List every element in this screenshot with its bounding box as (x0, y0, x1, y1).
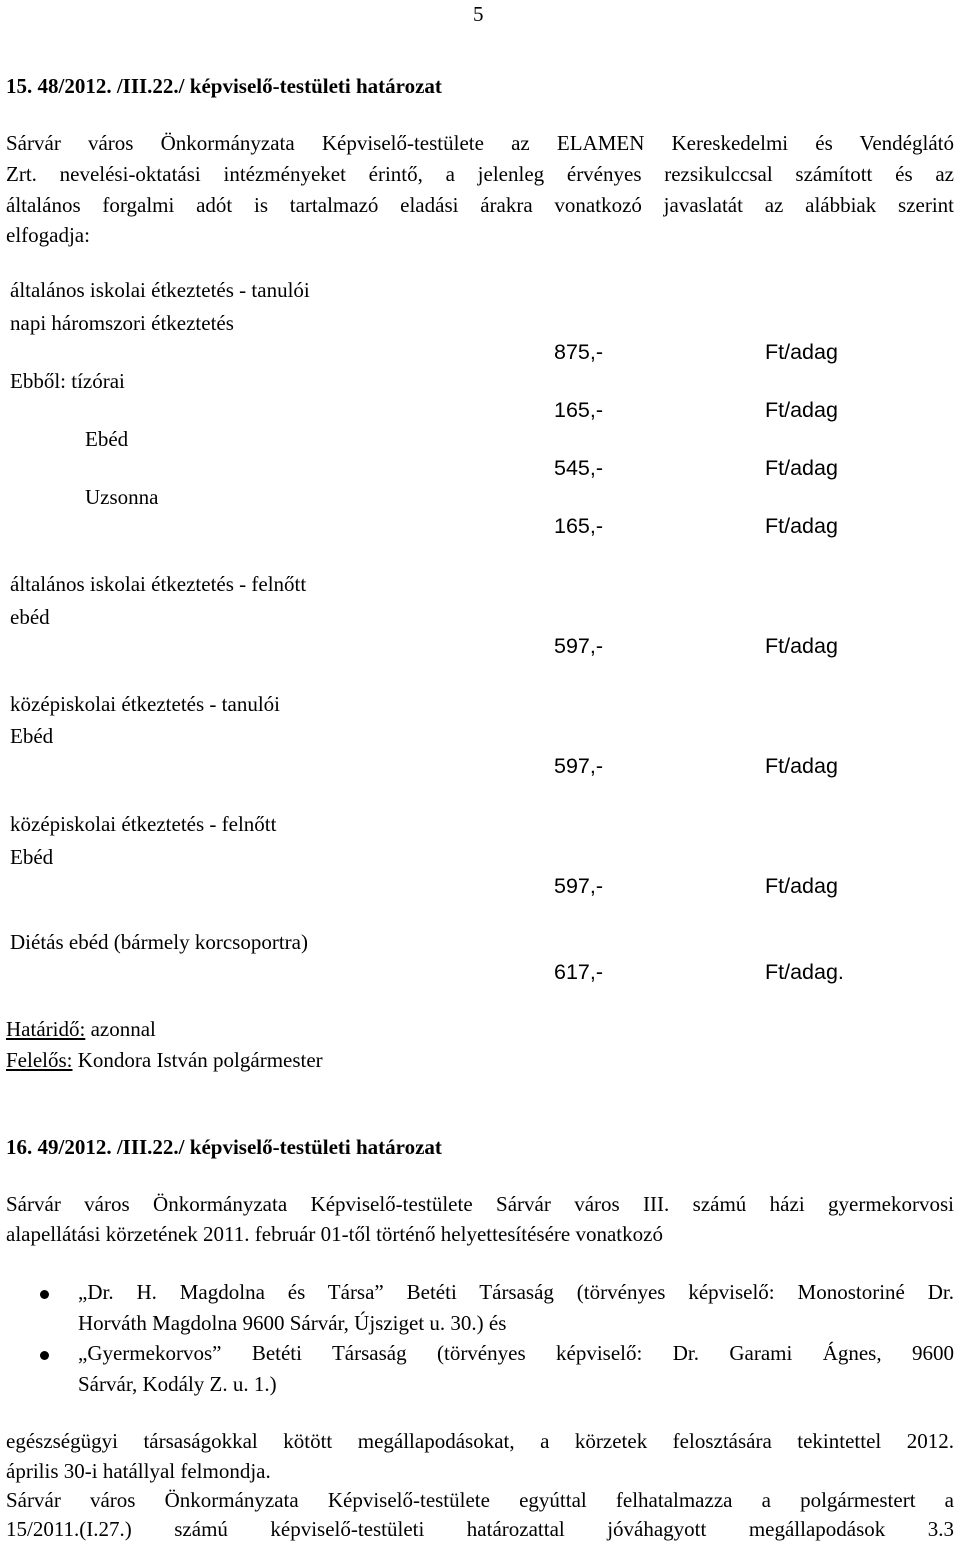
deadline-value: azonnal (85, 1017, 156, 1041)
price-unit: Ft/adag (765, 874, 838, 898)
item-label: Ebből: tízórai (10, 369, 125, 393)
item-label: Ebéd (10, 724, 54, 748)
responsible-value: Kondora István polgármester (72, 1048, 323, 1072)
list-item-line: „Gyermekorvos” Betéti Társaság (törvényes képviselő: Dr. Garami Ágnes, 9600 (78, 1341, 954, 1365)
bullet-icon (40, 1351, 49, 1360)
item-label: ebéd (10, 605, 50, 629)
price-value: 597,- (554, 634, 604, 658)
paragraph-line: Sárvár város Önkormányzata Képviselő-testülete az ELAMEN Kereskedelmi és Vendéglátó (6, 131, 954, 155)
paragraph-line: egészségügyi társaságokkal kötött megállapodásokat, a körzetek felosztására tekintettel 2012. (6, 1429, 954, 1453)
price-value: 165,- (554, 514, 604, 538)
price-unit: Ft/adag (765, 634, 838, 658)
deadline-label: Határidő: (6, 1017, 86, 1041)
item-label: Ebéd (10, 845, 54, 869)
price-value: 617,- (554, 960, 604, 984)
list-item-line: Horváth Magdolna 9600 Sárvár, Újsziget u. 30.) és (78, 1311, 507, 1335)
price-value: 597,- (554, 874, 604, 898)
price-unit: Ft/adag (765, 340, 838, 364)
item-label: középiskolai étkeztetés - felnőtt (10, 812, 277, 836)
item-label: általános iskolai étkeztetés - felnőtt (10, 572, 307, 596)
responsible-line (6, 1048, 323, 1073)
item-label: általános iskolai étkeztetés - tanulói (10, 278, 310, 302)
price-value: 875,- (554, 340, 604, 364)
resolution-title: 16. 49/2012. /III.22./ képviselő-testületi határozat (6, 1135, 442, 1159)
price-unit: Ft/adag (765, 398, 838, 422)
paragraph-line: Sárvár város Önkormányzata Képviselő-testülete Sárvár város III. számú házi gyermekorvosi (6, 1192, 954, 1216)
paragraph-line: 15/2011.(I.27.) számú képviselő-testületi határozattal jóváhagyott megállapodások 3.3 (6, 1517, 954, 1541)
paragraph-line: általános forgalmi adót is tartalmazó eladási árakra vonatkozó javaslatát az alábbiak szerint (6, 193, 954, 217)
resolution-title: 15. 48/2012. /III.22./ képviselő-testületi határozat (6, 74, 442, 98)
responsible-label: Felelős: (6, 1048, 73, 1072)
paragraph-line: alapellátási körzetének 2011. február 01-től történő helyettesítésére vonatkozó (6, 1222, 663, 1246)
item-label: középiskolai étkeztetés - tanulói (10, 692, 280, 716)
price-unit: Ft/adag. (765, 960, 844, 984)
list-item-line: Sárvár, Kodály Z. u. 1.) (78, 1372, 277, 1396)
price-value: 545,- (554, 456, 604, 480)
paragraph-line: Sárvár város Önkormányzata Képviselő-testülete egyúttal felhatalmazza a polgármestert a (6, 1488, 954, 1512)
page-number: 5 (473, 2, 484, 26)
item-label: Diétás ebéd (bármely korcsoportra) (10, 930, 308, 954)
item-label: napi háromszori étkeztetés (10, 311, 234, 335)
price-unit: Ft/adag (765, 456, 838, 480)
paragraph-line: elfogadja: (6, 223, 90, 247)
item-label: Ebéd (85, 427, 129, 451)
price-unit: Ft/adag (765, 514, 838, 538)
deadline-line (6, 1017, 156, 1042)
bullet-icon (40, 1290, 49, 1299)
price-unit: Ft/adag (765, 754, 838, 778)
list-item-line: „Dr. H. Magdolna és Társa” Betéti Társaság (törvényes képviselő: Monostoriné Dr. (78, 1280, 954, 1304)
price-value: 165,- (554, 398, 604, 422)
paragraph-line: Zrt. nevelési-oktatási intézményeket érintő, a jelenleg érvényes rezsikulccsal számított és az (6, 162, 954, 186)
paragraph-line: április 30-i hatállyal felmondja. (6, 1459, 271, 1483)
price-value: 597,- (554, 754, 604, 778)
item-label: Uzsonna (85, 485, 159, 509)
